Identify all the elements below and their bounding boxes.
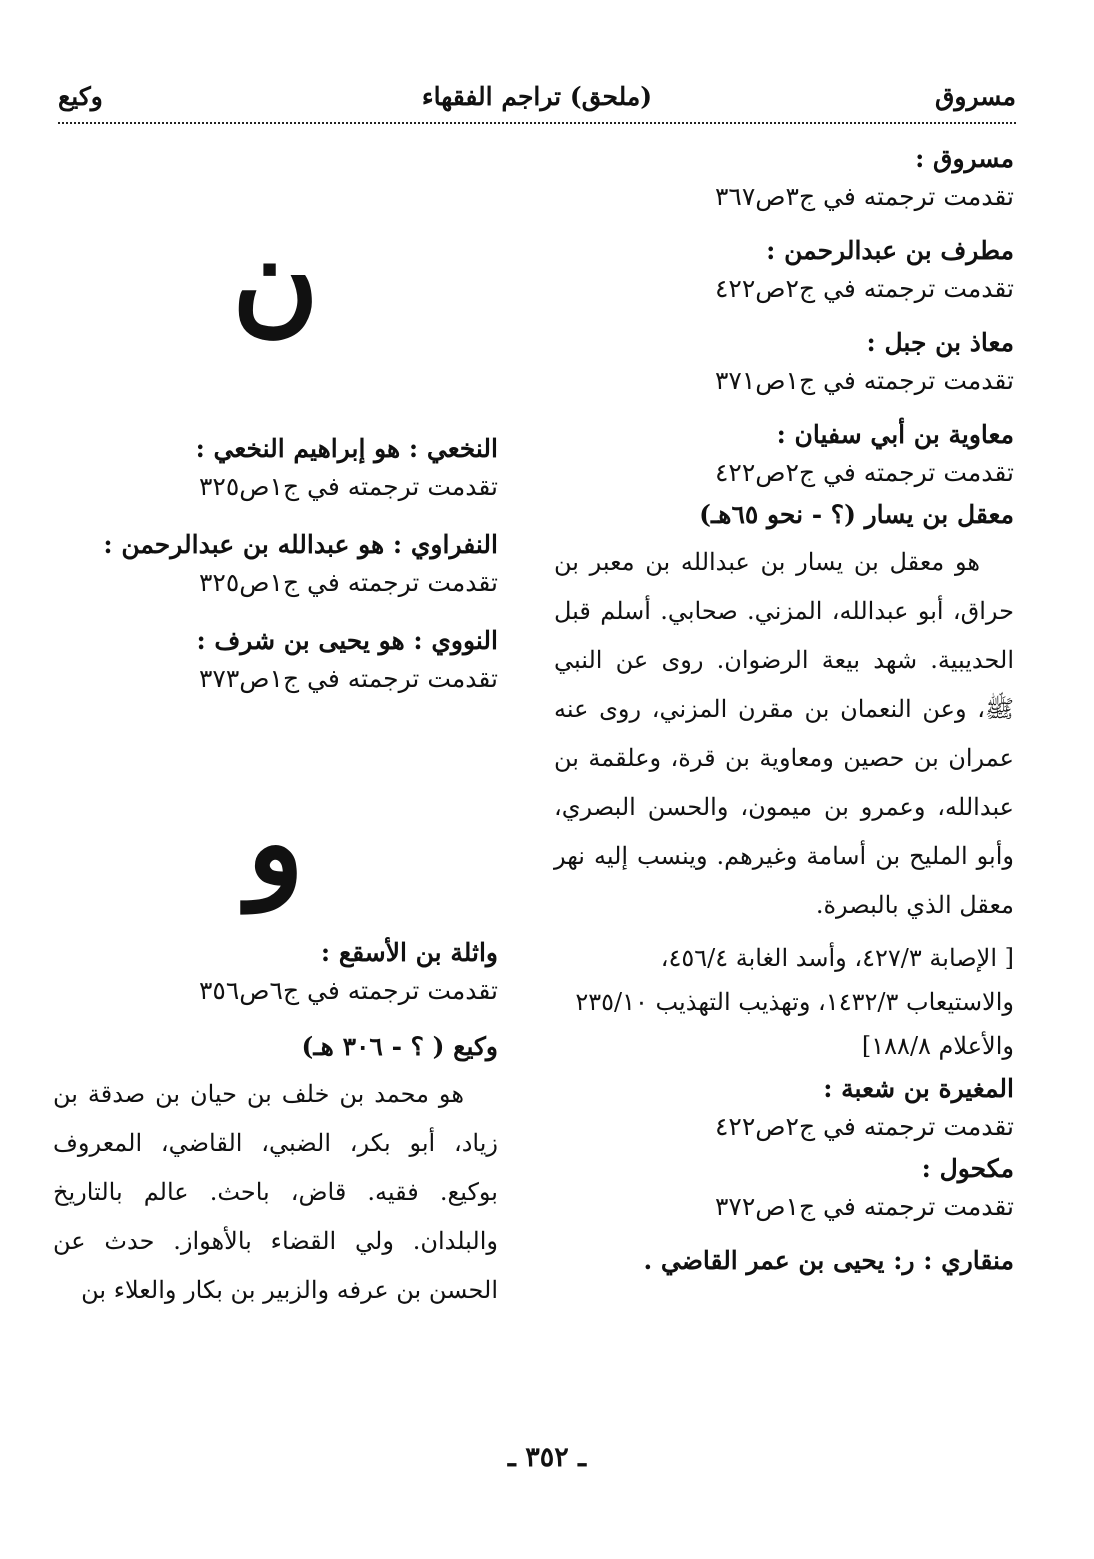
entry-reference: تقدمت ترجمته في ج٦ص٣٥٦ xyxy=(198,976,498,1005)
entry-muadh xyxy=(554,324,1014,400)
entry-wathila xyxy=(53,934,498,1010)
entry-name: واثلة بن الأسقع : xyxy=(320,938,498,967)
entry-nakhai xyxy=(53,430,498,506)
entry-muawiya xyxy=(554,416,1014,492)
entry-reference: تقدمت ترجمته في ج١ص٣٢٥ xyxy=(198,472,498,501)
entry-name: مسروق : xyxy=(915,144,1014,173)
entry-name: المغيرة بن شعبة : xyxy=(823,1074,1014,1103)
entry-reference: تقدمت ترجمته في ج١ص٣٧١ xyxy=(714,366,1014,395)
biography-text: هو محمد بن خلف بن حيان بن صدقة بن زياد، أبو بكر، الضبي، القاضي، المعروف بوكيع. فقيه. قاض، باحث. عالم بالتاريخ والبلدان. ولي القضاء بالأهواز. حدث عن الحسن بن عرفه والزبير بن بكار والعلاء بن xyxy=(53,1080,498,1304)
page-number: ـ ٣٥٢ ـ xyxy=(507,1442,587,1473)
header-right-keyword: مسروق xyxy=(935,82,1016,111)
sources-citation: [ الإصابة ٤٢٧/٣، وأسد الغابة ٤٥٦/٤، والاستيعاب ١٤٣٢/٣، وتهذيب التهذيب ٢٣٥/١٠ والأعلام ١٨٨/٨] xyxy=(575,944,1014,1060)
entry-name: معاذ بن جبل : xyxy=(866,328,1014,357)
running-header xyxy=(58,72,1016,124)
entry-reference: تقدمت ترجمته في ج٣ص٣٦٧ xyxy=(714,182,1014,211)
section-letter-waw: و xyxy=(247,773,304,912)
entry-name: النفراوي : هو عبدالله بن عبدالرحمن : xyxy=(103,530,498,559)
entry-name: وكيع ( ؟ - ٣٠٦ هـ) xyxy=(301,1032,498,1061)
spacer xyxy=(53,410,498,430)
header-title: (ملحق) تراجم الفقهاء xyxy=(421,82,653,111)
entry-reference: تقدمت ترجمته في ج١ص٣٢٥ xyxy=(198,568,498,597)
entry-mughira xyxy=(554,1070,1014,1146)
entry-name: النووي : هو يحيى بن شرف : xyxy=(196,626,498,655)
entry-nawawi xyxy=(53,622,498,698)
left-column xyxy=(53,140,498,1315)
cross-reference-label: منقاري : ر: xyxy=(893,1246,1014,1275)
entry-makhul xyxy=(554,1150,1014,1226)
entry-name: معقل بن يسار (؟ - نحو ٦٥هـ) xyxy=(699,500,1014,529)
entry-mutarrif xyxy=(554,232,1014,308)
entry-minqari xyxy=(554,1242,1014,1280)
entry-nafrawi xyxy=(53,526,498,602)
entry-masruq xyxy=(554,140,1014,216)
entry-reference: تقدمت ترجمته في ج٢ص٤٢٢ xyxy=(714,1112,1014,1141)
cross-reference-target: يحيى بن عمر القاضي . xyxy=(643,1246,885,1275)
right-column xyxy=(554,140,1014,1280)
entry-maqil xyxy=(554,496,1014,1068)
cross-reference-line xyxy=(554,1242,1014,1280)
entry-name: النخعي : هو إبراهيم النخعي : xyxy=(195,434,498,463)
header-left-keyword: وكيع xyxy=(58,82,103,111)
entry-name: مطرف بن عبدالرحمن : xyxy=(766,236,1014,265)
entry-reference: تقدمت ترجمته في ج٢ص٤٢٢ xyxy=(714,458,1014,487)
entry-name: مكحول : xyxy=(921,1154,1014,1183)
entry-reference: تقدمت ترجمته في ج١ص٣٧٢ xyxy=(714,1192,1014,1221)
section-letter-noon: ن xyxy=(232,209,319,348)
entry-reference: تقدمت ترجمته في ج١ص٣٧٣ xyxy=(198,664,498,693)
entry-name: معاوية بن أبي سفيان : xyxy=(776,420,1014,449)
entry-wakee xyxy=(53,1028,498,1315)
entry-reference: تقدمت ترجمته في ج٢ص٤٢٢ xyxy=(714,274,1014,303)
biography-text: هو معقل بن يسار بن عبدالله بن معبر بن حراق، أبو عبدالله، المزني. صحابي. أسلم قبل الحديبية. شهد بيعة الرضوان. روى عن النبي ﷺ، وعن النعمان بن مقرن المزني، روى عنه عمران بن حصين ومعاوية بن قرة، وعلقمة بن عبدالله، وعمرو بن ميمون، والحسن البصري، وأبو المليح بن أسامة وغيرهم. وينسب إليه نهر معقل الذي بالبصرة. xyxy=(554,548,1014,919)
